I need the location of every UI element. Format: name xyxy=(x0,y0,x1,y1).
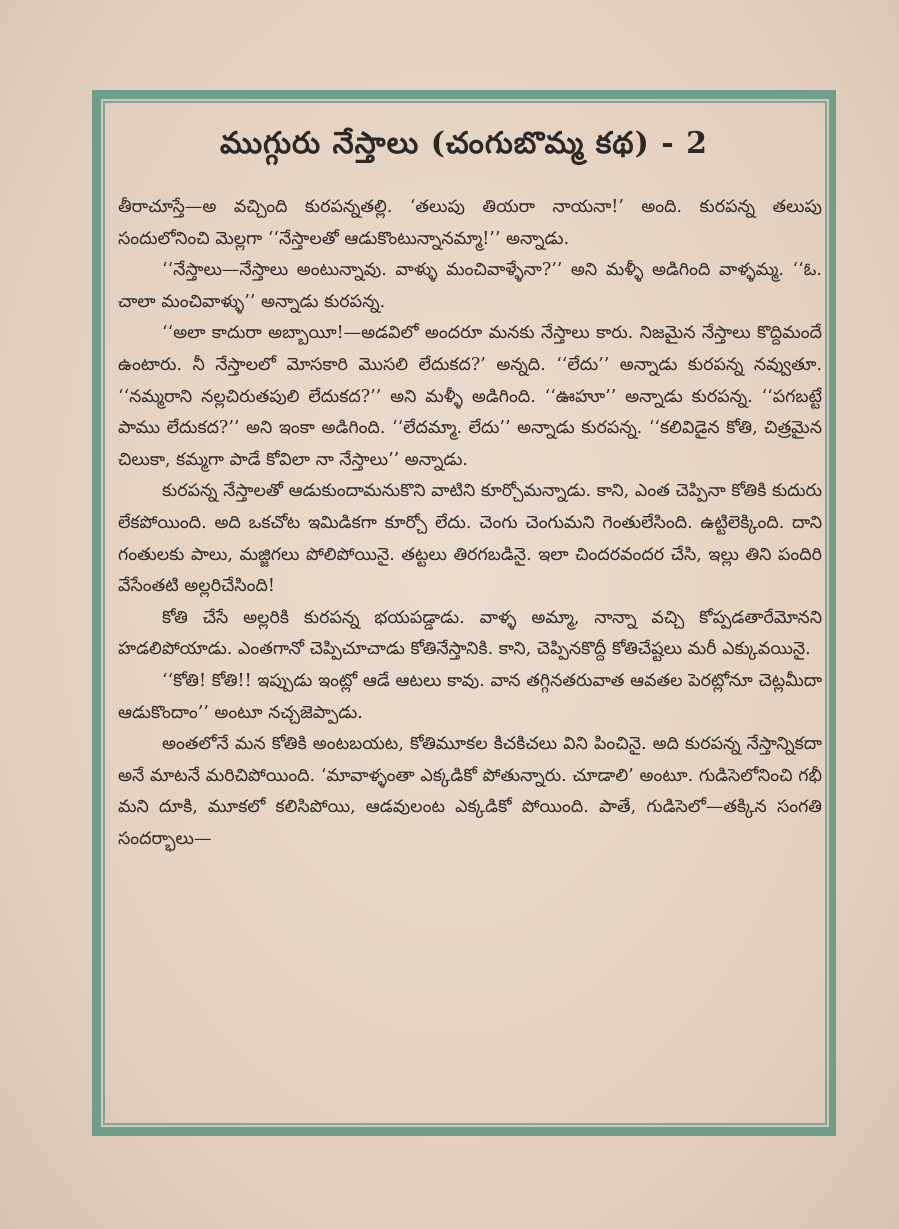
paragraph-3: ‘‘అలా కాదురా అబ్బాయీ!—అడవిలో అందరూ మనకు నేస్తాలు కారు. నిజమైన నేస్తాలు కొద్దిమందే ఉంటారు. నీ నేస్తాలలో మోసకారి మొసలి లేదుకద?’ అన్నది. ‘‘లేదు’’ అన్నాడు కురపన్న నవ్వుతూ. ‘‘నమ్మరాని నల్లచిరుతపులి లేదుకద?’’ అని మళ్ళీ అడిగింది. ‘‘ఊహూ’’ అన్నాడు కురపన్న. ‘‘పగబట్టే పాము లేదుకద?’’ అని ఇంకా అడిగింది. ‘‘లేదమ్మా. లేదు’’ అన్నాడు కురపన్న. ‘‘కలివిడైన కోతి, చిత్రమైన చిలుకా, కమ్మగా పాడే కోవిలా నా నేస్తాలు’’ అన్నాడు. xyxy=(118,323,822,470)
paragraph-6: ‘‘కోతి! కోతి!! ఇప్పుడు ఇంట్లో ఆడే ఆటలు కావు. వాన తగ్గినతరువాత ఆవతల పెరట్లోనూ చెట్లమీదా ఆడుకొందాం’’ అంటూ నచ్చజెప్పాడు. xyxy=(118,670,822,723)
paragraph-5: కోతి చేసే అల్లరికి కురపన్న భయపడ్డాడు. వాళ్ళ అమ్మా, నాన్నా వచ్చి కోప్పడతారేమోనని హడలిపోయాడు. ఎంతగానో చెప్పిచూచాడు కోతినేస్తానికి. కాని, చెప్పినకొద్దీ కోతిచేష్టలు మరీ ఎక్కువయినై. xyxy=(118,607,822,660)
paragraph-2: ‘‘నేస్తాలు—నేస్తాలు అంటున్నావు. వాళ్ళు మంచివాళ్ళేనా?’’ అని మళ్ళీ అడిగింది వాళ్ళమ్మ. ‘‘ఓ. చాలా మంచివాళ్ళు’’ అన్నాడు కురపన్న. xyxy=(118,260,822,312)
paragraph-4: కురపన్న నేస్తాలతో ఆడుకుందామనుకొని వాటిని కూర్చోమన్నాడు. కాని, ఎంత చెప్పినా కోతికి కుదురు లేకపోయింది. అది ఒకచోట ఇమిడికగా కూర్చో లేదు. చెంగు చెంగుమని గెంతులేసింది. ఉట్టిలెక్కింది. దాని గంతులకు పాలు, మజ్జిగలు పోలిపోయినై. తట్టలు తిరగబడినై. ఇలా చిందరవందర చేసి, ఇల్లు తిని పందిరి వేసేంతటి అల్లరిచేసింది! xyxy=(118,481,822,597)
paragraph-1: తీరాచూస్తే—అ వచ్చింది కురపన్నతల్లి. ‘తలుపు తియరా నాయనా!’ అంది. కురపన్న తలుపు సందులోనించి మెల్లగా ‘‘నేస్తాలతో ఆడుకొంటున్నానమ్మా!’’ అన్నాడు. xyxy=(118,197,822,249)
paragraph-7: అంతలోనే మన కోతికి అంటబయట, కోతిమూకల కిచకిచలు విని పించినై. అది కురపన్న నేస్తాన్నికదా అనే మాటనే మరిచిపోయింది. ‘మావాళ్ళంతా ఎక్కడికో పోతున్నారు. చూడాలి’ అంటూ. గుడిసెలోనించి గభీ మని దూకి, మూకలో కలిసిపోయి, ఆడవులంట ఎక్కడికో పోయింది. పాతే, గుడిసెలో—తక్కిన సంగతి సందర్భాలు— xyxy=(118,734,822,849)
story-text xyxy=(118,192,822,855)
page-title: ముగ్గురు నేస్తాలు (చంగుబొమ్మ కథ) - 2 xyxy=(220,126,708,161)
